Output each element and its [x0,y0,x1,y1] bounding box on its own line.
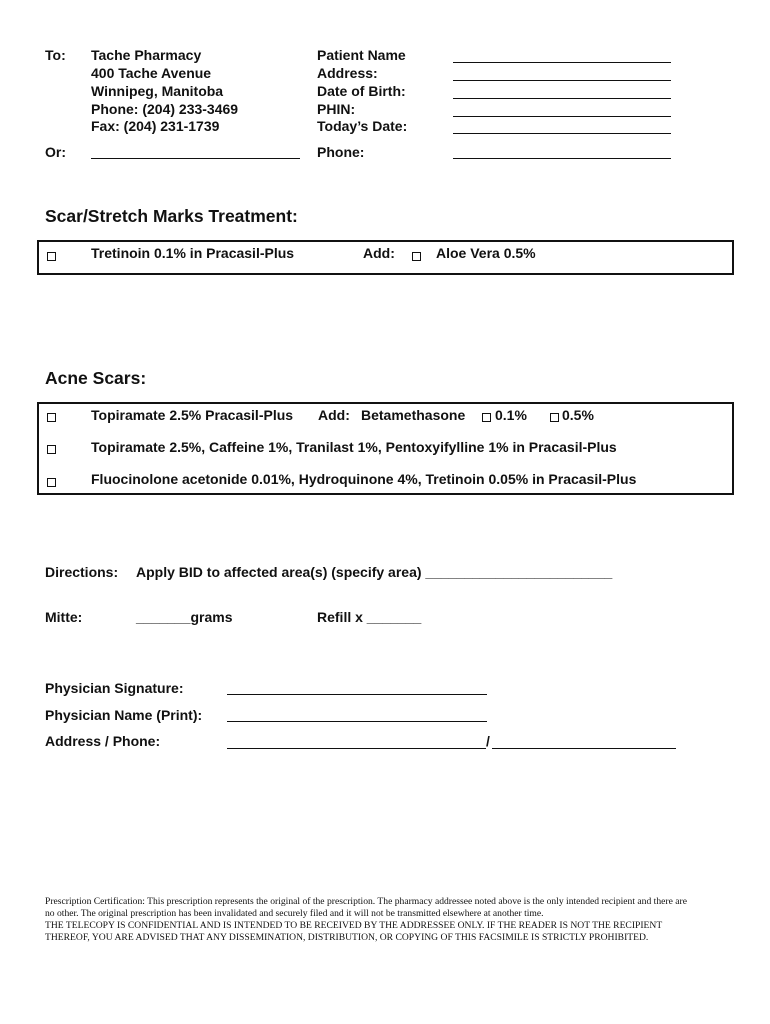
patient-phone-field[interactable] [453,158,671,159]
scar-options-box [37,240,734,275]
physician-address-label: Address / Phone: [45,733,161,749]
todays-date-label: Today’s Date: [317,118,408,134]
topiramate-pracasil-checkbox[interactable] [47,413,56,422]
betamethasone-0-5-checkbox[interactable] [550,413,559,422]
directions-label: Directions: [45,564,119,580]
dob-field[interactable] [453,98,671,99]
phin-field[interactable] [453,116,671,117]
scar-section-title: Scar/Stretch Marks Treatment: [45,206,298,226]
betamethasone-0-1-checkbox[interactable] [482,413,491,422]
acne-options-box [37,402,734,495]
certification-line-2: no other. The original prescription has been invalidated and securely filed and it will not be transmitted elsewhere at another time. [45,908,544,919]
refill-field[interactable]: Refill x _______ [317,609,422,625]
directions-text[interactable]: Apply BID to affected area(s) (specify area) ________________________ [136,564,613,580]
patient-name-label: Patient Name [317,47,406,63]
physician-signature-field[interactable] [227,694,487,695]
betamethasone-0-1-label: 0.1% [495,407,527,423]
or-label: Or: [45,144,66,160]
physician-name-label: Physician Name (Print): [45,707,203,723]
topiramate-combo-checkbox[interactable] [47,445,56,454]
dob-label: Date of Birth: [317,83,406,99]
fluocinolone-label: Fluocinolone acetonide 0.01%, Hydroquinone 4%, Tretinoin 0.05% in Pracasil-Plus [91,471,637,487]
pharmacy-name: Tache Pharmacy [91,47,202,63]
tretinoin-label: Tretinoin 0.1% in Pracasil-Plus [91,245,295,261]
acne-section-title: Acne Scars: [45,368,147,388]
fluocinolone-checkbox[interactable] [47,478,56,487]
physician-phone-field[interactable] [492,748,676,749]
pharmacy-city: Winnipeg, Manitoba [91,83,224,99]
pharmacy-phone: Phone: (204) 233-3469 [91,101,239,117]
tretinoin-checkbox[interactable] [47,252,56,261]
patient-phone-label: Phone: [317,144,365,160]
betamethasone-0-5-label: 0.5% [562,407,594,423]
physician-name-field[interactable] [227,721,487,722]
mitte-label: Mitte: [45,609,83,625]
prescription-certification [45,896,735,944]
acne-add-label: Add: [318,407,350,423]
scar-add-label: Add: [363,245,395,261]
topiramate-combo-label: Topiramate 2.5%, Caffeine 1%, Tranilast 1%, Pentoxyifylline 1% in Pracasil-Plus [91,439,617,455]
address-phone-separator: / [486,733,490,749]
physician-address-field[interactable] [227,748,486,749]
to-label: To: [45,47,66,63]
pharmacy-address: 400 Tache Avenue [91,65,212,81]
betamethasone-label: Betamethasone [361,407,466,423]
patient-address-field[interactable] [453,80,671,81]
patient-address-label: Address: [317,65,378,81]
alt-pharmacy-field[interactable] [91,158,300,159]
topiramate-pracasil-label: Topiramate 2.5% Pracasil-Plus [91,407,294,423]
patient-name-field[interactable] [453,62,671,63]
pharmacy-fax: Fax: (204) 231-1739 [91,118,220,134]
aloe-vera-checkbox[interactable] [412,252,421,261]
aloe-vera-label: Aloe Vera 0.5% [436,245,536,261]
phin-label: PHIN: [317,101,356,117]
todays-date-field[interactable] [453,133,671,134]
mitte-grams-field[interactable]: _______grams [136,609,233,625]
physician-signature-label: Physician Signature: [45,680,184,696]
confidentiality-line-1: THE TELECOPY IS CONFIDENTIAL AND IS INTENDED TO BE RECEIVED BY THE ADDRESSEE ONLY. IF THE READER IS NOT THE RECIPIENT [45,920,663,931]
confidentiality-line-2: THEREOF, YOU ARE ADVISED THAT ANY DISSEMINATION, DISTRIBUTION, OR COPYING OF THIS FACSIMILE IS STRICTLY PROHIBITED. [45,932,649,943]
certification-line-1: Prescription Certification: This prescription represents the original of the prescription. The pharmacy addressee noted above is the only intended recipient and there are [45,896,687,907]
